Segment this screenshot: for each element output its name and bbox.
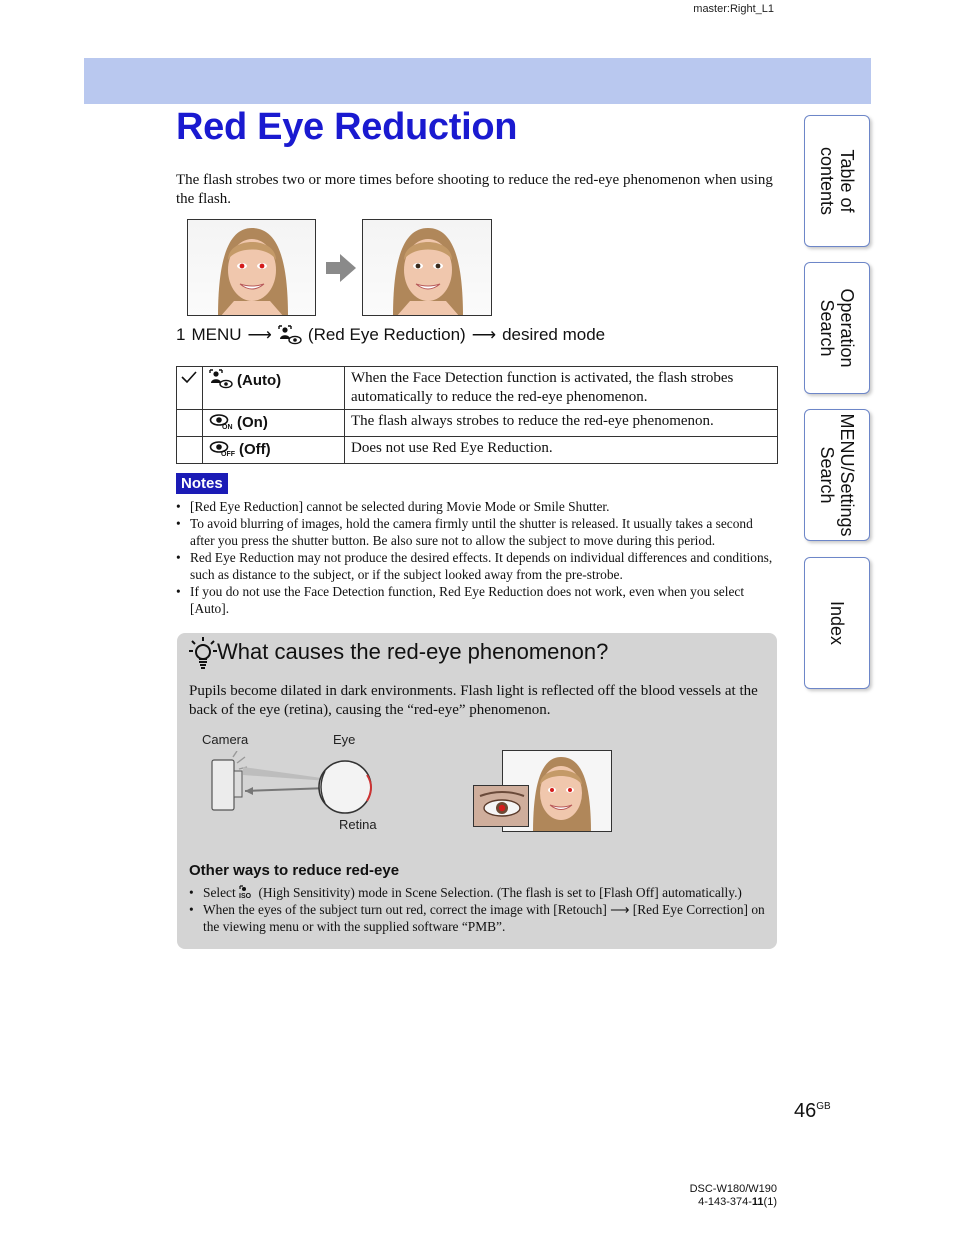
red-eye-diagram [207,751,377,819]
other-ways-title: Other ways to reduce red-eye [189,862,400,879]
mode-off [203,437,345,464]
svg-text:ON: ON [222,424,233,430]
arrow-icon: ⟶ [247,325,272,344]
mode-label: (Auto) [237,371,282,389]
photo-red-eye [187,219,316,316]
step-instruction [176,325,605,345]
svg-text:OFF: OFF [221,451,235,457]
list-item: • [Red Eye Reduction] cannot be selected during Movie Mode or Smile Shutter. [176,498,778,515]
default-check-cell [177,367,203,410]
mode-description: The flash always strobes to reduce the red-eye phenomenon. [345,410,778,437]
master-label: master:Right_L1 [693,3,774,15]
eye-closeup [473,785,529,827]
high-sensitivity-icon [239,885,255,899]
hint-title: What causes the red-eye phenomenon? [217,639,609,664]
mode-on [203,410,345,437]
eye-label: Eye [333,732,356,747]
hint-text: Pupils become dilated in dark environments. Flash light is reflected off the blood vessels at the back of the eye (retina), causing the “red-eye” phenomenon. [189,683,758,718]
red-eye-on-icon [209,412,233,430]
tab-table-of-contents[interactable]: Table of contents [804,115,870,247]
step-number: 1 [176,325,186,344]
list-item: • Red Eye Reduction may not produce the desired effects. It depends on individual differences and conditions, such as distance to the subject, or if the subject looked away from the pre-strobe. [176,549,778,583]
tab-operation-search[interactable]: Operation Search [804,262,870,394]
svg-text:ISO: ISO [239,893,252,899]
table-row [177,410,778,437]
retina-label: Retina [339,817,377,832]
page-title: Red Eye Reduction [176,106,518,148]
face-illustration-after [363,220,492,316]
notes-badge: Notes [176,473,228,494]
mode-auto [203,367,345,410]
checkmark-icon [181,370,197,384]
tab-index[interactable]: Index [804,557,870,689]
face-illustration-before [188,220,316,316]
list-item: • To avoid blurring of images, hold the camera firmly until the shutter is released. It usually takes a second after you press the shutter button. Be also sure not to allow the subject to move during this period. [176,515,778,549]
hint-box [177,633,777,949]
arrow-icon: ⟶ [471,325,497,344]
mode-description: When the Face Detection function is activated, the flash strobes automatically to reduce the red-eye phenomenon. [345,367,778,410]
list-item: • Select ISO (High Sensitivity) mode in Scene Selection. (The flash is set to [Flash Off] automatically.) [189,884,769,901]
header-banner [84,58,871,104]
table-row [177,437,778,464]
model-info: DSC-W180/W190 4-143-374-11(1) [689,1183,777,1208]
red-eye-auto-icon [209,369,233,389]
step-menu: MENU [191,325,242,344]
step-item: (Red Eye Reduction) [307,325,466,344]
list-item: • When the eyes of the subject turn out red, correct the image with [Retouch] ⟶ [Red Eye Correction] on the viewing menu or with the supplied software “PMB”. [189,901,769,935]
red-eye-off-icon [209,439,235,457]
intro-text: The flash strobes two or more times before shooting to reduce the red-eye phenomenon when using the flash. [176,172,773,207]
mode-description: Does not use Red Eye Reduction. [345,437,778,464]
page-number: $46^{GB}$ [794,1100,831,1122]
camera-label: Camera [202,732,249,747]
other-ways-list [189,884,769,935]
arrow-right-icon [326,254,356,282]
tab-menu-settings-search[interactable]: MENU/Settings Search [804,409,870,541]
step-target: desired mode [502,325,606,344]
lightbulb-icon [189,636,217,670]
mode-label: (On) [237,413,268,431]
photo-reduced [362,219,492,316]
modes-table [176,366,778,464]
mode-label: (Off) [239,440,271,458]
arrow-icon: ⟶ [610,902,630,917]
list-item: • If you do not use the Face Detection function, Red Eye Reduction does not work, even when you select [Auto]. [176,583,778,617]
red-eye-reduction-icon [278,325,302,345]
notes-list [176,498,778,617]
table-row [177,367,778,410]
eye-closeup-illustration [474,786,529,827]
